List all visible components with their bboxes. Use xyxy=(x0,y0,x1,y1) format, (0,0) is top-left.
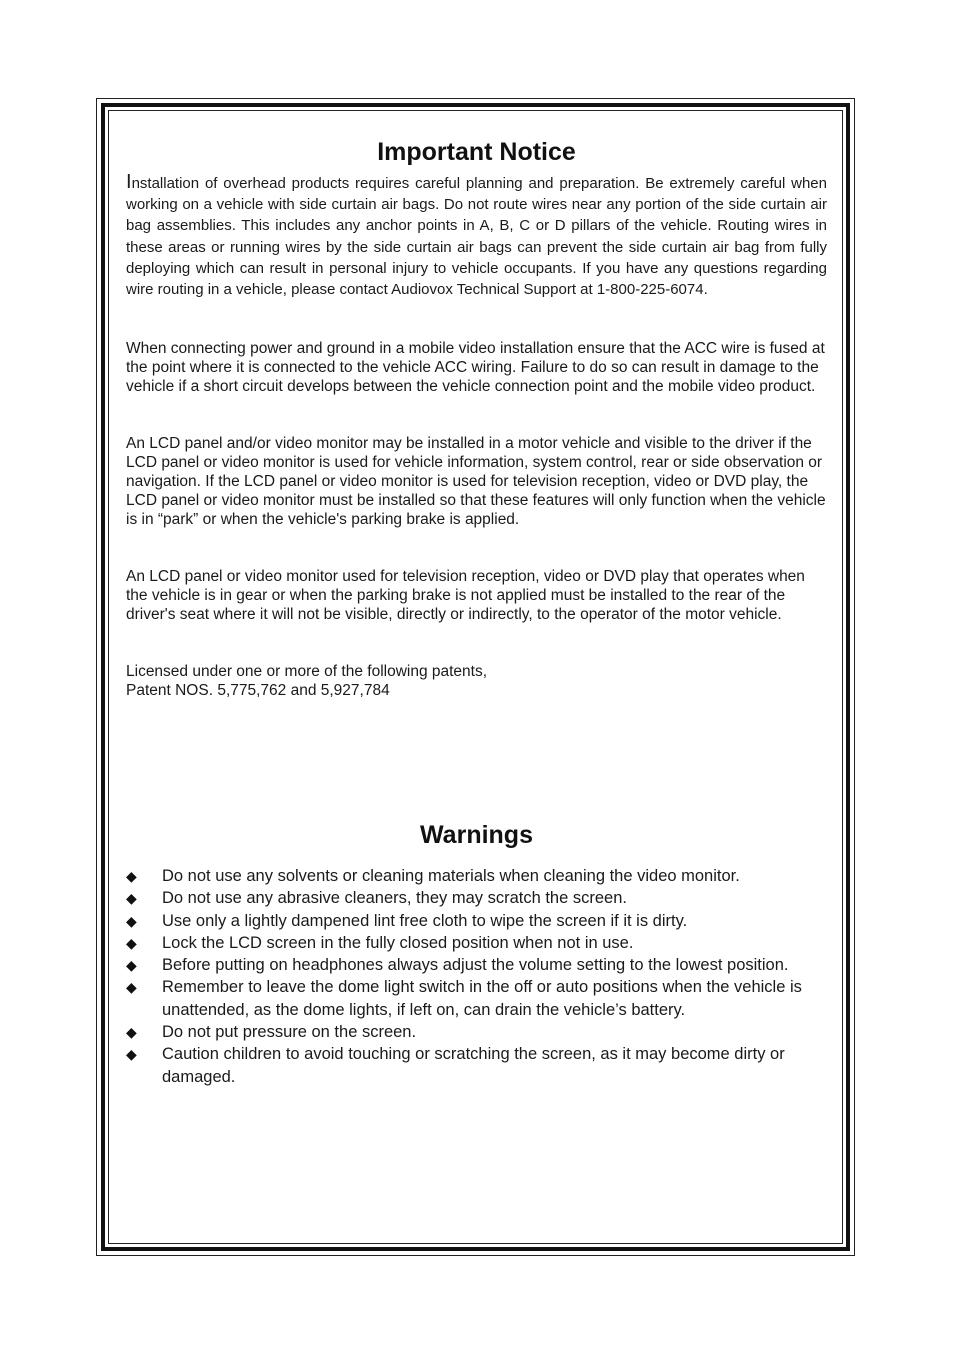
list-item xyxy=(126,865,831,887)
warning-text: Lock the LCD screen in the fully closed position when not in use. xyxy=(162,933,634,952)
important-notice-title: Important Notice xyxy=(377,138,576,166)
list-item xyxy=(126,1021,831,1043)
warning-text: Before putting on headphones always adjust the volume setting to the lowest position. xyxy=(162,956,789,975)
lcd-driver-visibility-paragraph: An LCD panel and/or video monitor may be installed in a motor vehicle and visible to the driver if the LCD panel or video monitor is used for vehicle information, system control, rear or side observation or navigation. If the LCD panel or video monitor is used for television reception, video or DVD play, the LCD panel or video monitor must be installed so that these features will only function when the vehicle is in “park” or when the vehicle's parking brake is applied. xyxy=(126,435,826,528)
diamond-bullet-icon: ◆ xyxy=(126,934,137,951)
acc-wire-paragraph: When connecting power and ground in a mobile video installation ensure that the ACC wire is fused at the point where it is connected to the vehicle ACC wiring. Failure to do so can result in damage to the vehicle if a short circuit develops between the vehicle connection point and the mobile video product. xyxy=(126,340,825,395)
warning-text: Caution children to avoid touching or scratching the screen, as it may become dirty or damaged. xyxy=(162,1045,785,1086)
air-bag-notice-paragraph xyxy=(126,172,827,300)
warning-text: Do not use any abrasive cleaners, they may scratch the screen. xyxy=(162,889,627,908)
warning-text: Use only a lightly dampened lint free cloth to wipe the screen if it is dirty. xyxy=(162,911,688,930)
warnings-title: Warnings xyxy=(420,821,533,849)
diamond-bullet-icon: ◆ xyxy=(126,1024,137,1041)
diamond-bullet-icon: ◆ xyxy=(126,1046,137,1063)
diamond-bullet-icon: ◆ xyxy=(126,868,137,884)
list-item xyxy=(126,1043,831,1088)
diamond-bullet-icon: ◆ xyxy=(126,979,137,996)
dropcap-letter: I xyxy=(126,171,132,193)
patent-line-1: Licensed under one or more of the following patents, xyxy=(126,663,488,680)
air-bag-notice-text: nstallation of overhead products requires careful planning and preparation. Be extremely careful when working on a vehicle with side curtain air bags. Do not route wires near any portion of the side curtain air bag assemblies. This includes any anchor points in A, B, C or D pillars of the vehicle. Routing wires in these areas or running wires by the side curtain air bags can prevent the side curtain air bag from fully deploying which can result in personal injury to vehicle occupants. If you have any questions regarding wire routing in a vehicle, please contact Audiovox Technical Support at 1-800-225-6074. xyxy=(126,175,827,299)
list-item xyxy=(126,910,831,932)
warnings-list xyxy=(126,865,831,1088)
warning-text: Remember to leave the dome light switch in the off or auto positions when the vehicle is unattended, as the dome lights, if left on, can drain the vehicle’s battery. xyxy=(162,978,802,1019)
warning-text: Do not put pressure on the screen. xyxy=(162,1023,417,1042)
patent-line-2: Patent NOS. 5,775,762 and 5,927,784 xyxy=(126,682,390,699)
patent-paragraph xyxy=(126,662,827,700)
diamond-bullet-icon: ◆ xyxy=(126,912,137,929)
list-item xyxy=(126,887,831,909)
list-item xyxy=(126,932,831,954)
warning-text: Do not use any solvents or cleaning materials when cleaning the video monitor. xyxy=(162,867,740,885)
lcd-rear-seat-paragraph: An LCD panel or video monitor used for television reception, video or DVD play that operates when the vehicle is in gear or when the parking brake is not applied must be installed to the rear of the driver's seat where it will not be visible, directly or indirectly, to the operator of the motor vehicle. xyxy=(126,568,805,623)
list-item xyxy=(126,976,831,1021)
list-item xyxy=(126,954,831,976)
diamond-bullet-icon: ◆ xyxy=(126,957,137,974)
diamond-bullet-icon: ◆ xyxy=(126,890,137,907)
